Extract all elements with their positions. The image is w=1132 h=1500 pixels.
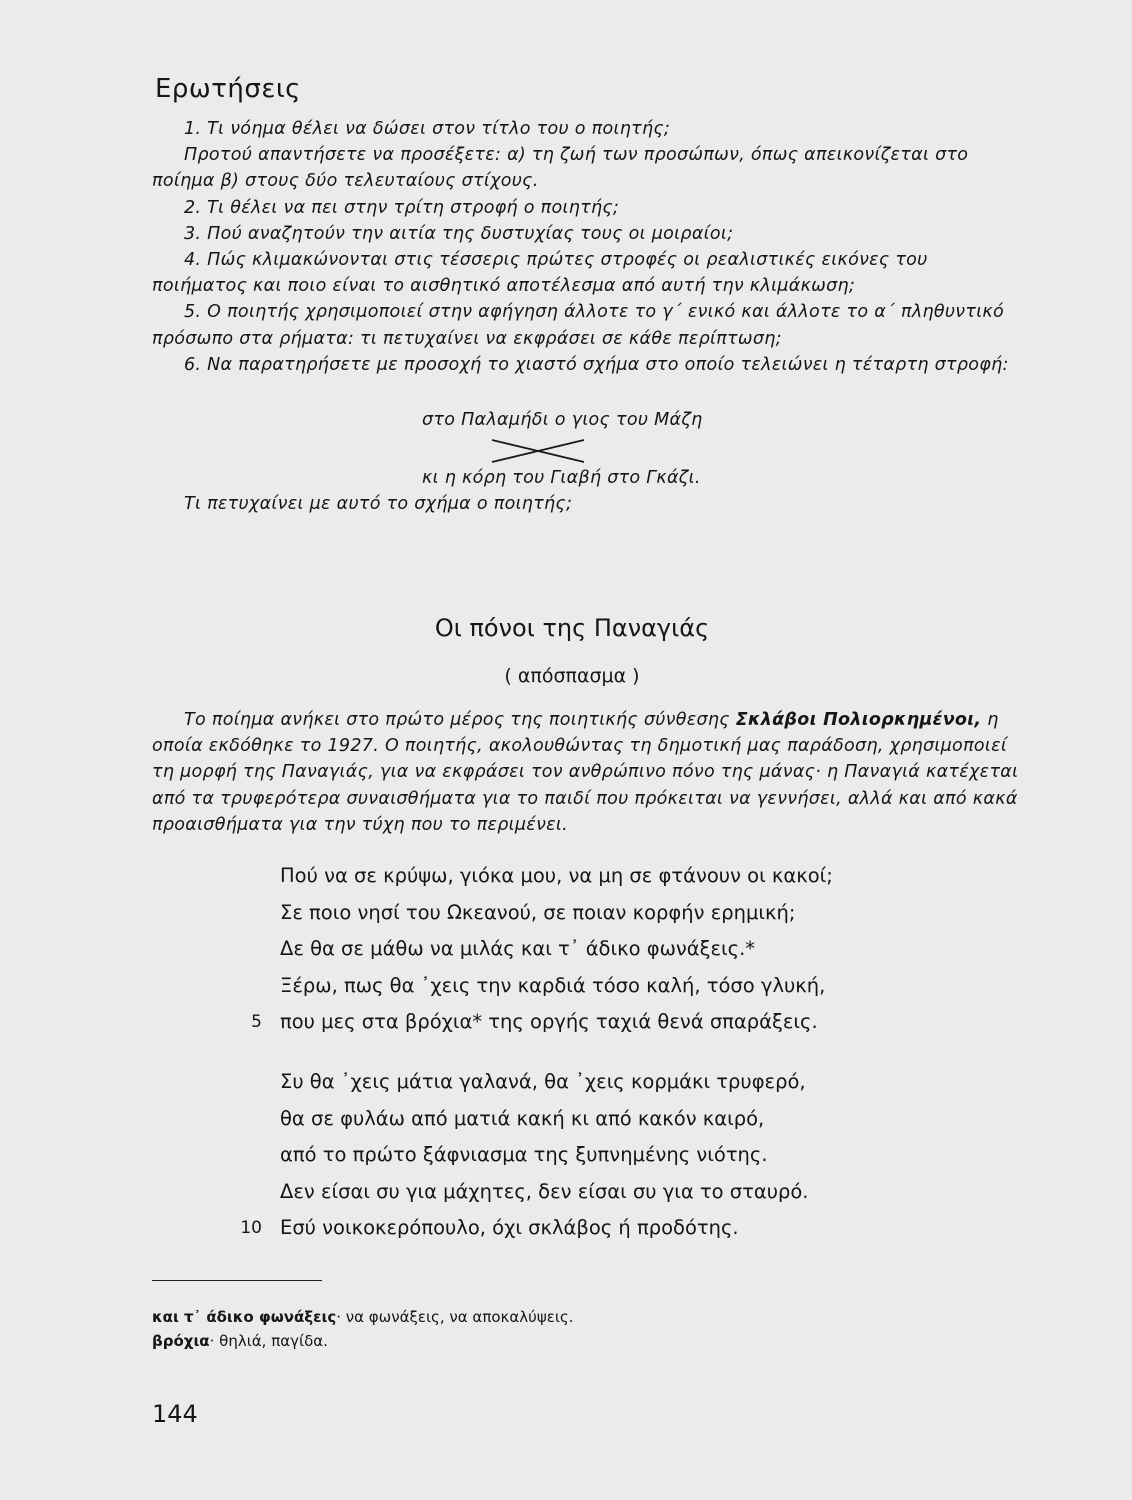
verse-line bbox=[240, 858, 1020, 895]
verse-line bbox=[240, 1101, 1020, 1138]
verse-line bbox=[240, 1210, 1020, 1247]
verse-text: Ξέρω, πως θα ᾽χεις την καρδιά τόσο καλή, τόσο γλυκή, bbox=[280, 973, 826, 997]
stanza-2 bbox=[240, 1064, 1020, 1247]
footnote-term: και τ᾽ άδικο φωνάξεις bbox=[152, 1308, 337, 1326]
question-1: 1. Τι νόημα θέλει να δώσει στον τίτλο του ο ποιητής; bbox=[184, 119, 671, 139]
verse-text: από το πρώτο ξάφνιασμα της ξυπνημένης νιότης. bbox=[280, 1143, 768, 1166]
verse-text: Πού να σε κρύψω, γιόκα μου, να μη σε φτάνουν οι κακοί; bbox=[280, 864, 833, 887]
question-3: 3. Πού αναζητούν την αιτία της δυστυχίας τους οι μοιραίοι; bbox=[184, 223, 734, 244]
verse-line bbox=[240, 1064, 1020, 1101]
footnote-1 bbox=[152, 1305, 573, 1329]
question-2: 2. Τι θέλει να πει στην τρίτη στροφή ο ποιητής; bbox=[184, 197, 620, 218]
verse-line bbox=[240, 931, 1020, 968]
page-number: 144 bbox=[152, 1400, 198, 1428]
line-number: 5 bbox=[251, 1012, 262, 1032]
footnote-divider bbox=[152, 1280, 322, 1281]
verse-text: που μες στα βρόχια* της οργής ταχιά θενά σπαράξεις. bbox=[280, 1010, 818, 1033]
verse-line bbox=[240, 1174, 1020, 1211]
question-1-hint: Προτού απαντήσετε να προσέξετε: α) τη ζωή των προσώπων, όπως απεικονίζεται στο ποίημα β) στους δύο τελευταίους στίχους. bbox=[152, 145, 969, 192]
verse-text: Συ θα ᾽χεις μάτια γαλανά, θα ᾽χεις κορμάκι τρυφερό, bbox=[280, 1070, 806, 1093]
stanza-1 bbox=[240, 858, 1020, 1041]
intro-text-before: Το ποίημα ανήκει στο πρώτο μέρος της ποιητικής σύνθεσης bbox=[184, 710, 736, 730]
question-5: 5. Ο ποιητής χρησιμοποιεί στην αφήγηση άλλοτε το γ΄ ενικό και άλλοτε το α΄ πληθυντικό πρόσωπο στα ρήματα: τι πετυχαίνει να εκφράσει σε κάθε περίπτωση; bbox=[152, 302, 1005, 349]
footnote-term: βρόχια bbox=[152, 1332, 210, 1350]
question-6: 6. Να παρατηρήσετε με προσοχή το χιαστό σχήμα στο οποίο τελειώνει η τέταρτη στροφή: bbox=[184, 354, 1009, 375]
verse-text: Εσύ νοικοκερόπουλο, όχι σκλάβος ή προδότης. bbox=[280, 1216, 739, 1239]
question-4: 4. Πώς κλιμακώνονται στις τέσσερις πρώτες στροφές οι ρεαλιστικές εικόνες του ποιήματος και ποιο είναι το αισθητικό αποτέλεσμα από αυτή την κλιμάκωση; bbox=[152, 250, 928, 297]
verse-line bbox=[240, 895, 1020, 932]
verse-text: θα σε φυλάω από ματιά κακή κι από κακόν καιρό, bbox=[280, 1106, 765, 1130]
verse-text: Δεν είσαι συ για μάχητες, δεν είσαι συ για το σταυρό. bbox=[280, 1179, 809, 1203]
verse-text: Σε ποιο νησί του Ωκεανού, σε ποιαν κορφήν ερημική; bbox=[280, 900, 796, 924]
poem-intro bbox=[152, 707, 1027, 838]
footnotes bbox=[152, 1305, 573, 1353]
footnote-definition: · θηλιά, παγίδα. bbox=[209, 1332, 328, 1350]
poem-subtitle: ( απόσπασμα ) bbox=[504, 665, 640, 687]
question-6-followup: Τι πετυχαίνει με αυτό το σχήμα ο ποιητής; bbox=[184, 494, 573, 514]
poem-title: Οι πόνοι της Παναγιάς bbox=[434, 614, 710, 642]
verse-line bbox=[240, 1137, 1020, 1174]
intro-text-after: η οποία εκδόθηκε το 1927. Ο ποιητής, ακολουθώντας τη δημοτική μας παράδοση, χρησιμοποιεί τη μορφή της Παναγιάς, για να εκφράσει τον ανθρώπινο πόνο της μάνας· η Παναγιά κατέχεται από τα τρυφερότερα συναισθήματα για το παιδί που πρόκειται να γεννήσει, αλλά και από κακά προαισθήματα για την τύχη που το περιμένει. bbox=[152, 710, 1019, 835]
line-number: 10 bbox=[240, 1218, 262, 1238]
questions-list bbox=[152, 116, 1027, 378]
collection-title: Σκλάβοι Πολιορκημένοι, bbox=[735, 710, 982, 730]
footnote-2 bbox=[152, 1329, 573, 1353]
questions-heading: Ερωτήσεις bbox=[155, 74, 301, 104]
chiasm-line-1: στο Παλαμήδι ο γιος του Μάζη bbox=[422, 410, 703, 430]
verse-line bbox=[240, 1004, 1020, 1041]
footnote-definition: · να φωνάξεις, να αποκαλύψεις. bbox=[336, 1308, 574, 1326]
verse-line bbox=[240, 968, 1020, 1005]
verse-text: Δε θα σε μάθω να μιλάς και τ᾽ άδικο φωνάξεις.* bbox=[280, 937, 756, 960]
chiasm-line-2: κι η κόρη του Γιαβή στο Γκάζι. bbox=[422, 468, 701, 488]
chiasm-cross-icon bbox=[490, 436, 586, 466]
